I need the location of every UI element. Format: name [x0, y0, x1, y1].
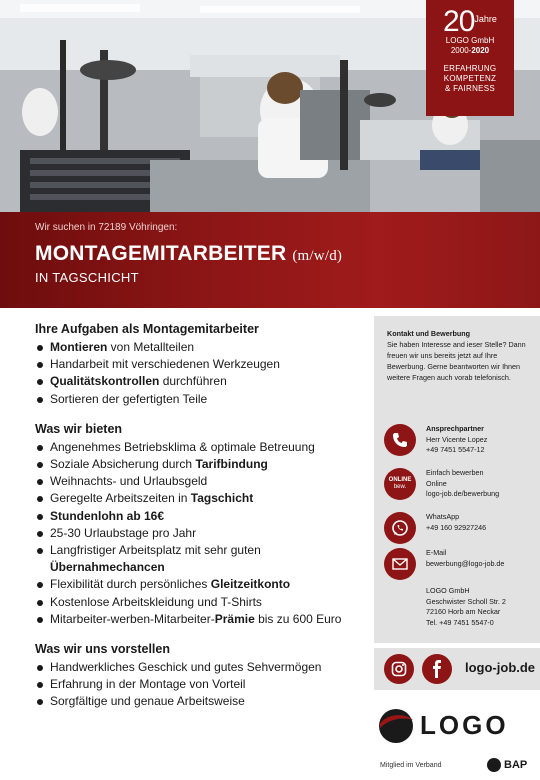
list-item: Sorgfältige und genaue Arbeitsweise	[35, 693, 370, 710]
bullet-list	[35, 659, 370, 711]
anniversary-values: ERFAHRUNG KOMPETENZ & FAIRNESS	[443, 64, 497, 93]
title-band	[0, 212, 540, 308]
online-icon: ONLINE bew.	[384, 468, 416, 500]
section-heading: Ihre Aufgaben als Montagemitarbeiter	[35, 322, 259, 336]
logo-wordmark: LOGO	[420, 710, 509, 740]
section-heading: Was wir bieten	[35, 421, 123, 436]
phone-icon	[384, 424, 416, 456]
section-2	[35, 642, 370, 711]
gender-suffix: (m/w/d)	[292, 248, 343, 264]
contact-whatsapp[interactable]: WhatsApp +49 160 92927246	[384, 512, 534, 544]
location-line: Wir suchen in 72189 Vöhringen:	[35, 222, 178, 233]
mail-icon	[384, 548, 416, 580]
anniversary-jahre: Jahre	[474, 14, 497, 24]
list-item: Weihnachts- und Urlaubsgeld	[35, 473, 370, 490]
list-item: Flexibilität durch persönliches Gleitzeitkonto	[35, 576, 370, 593]
list-item: Kostenlose Arbeitskleidung und T-Shirts	[35, 594, 370, 611]
list-item: 25-30 Urlaubstage pro Jahr	[35, 525, 370, 542]
list-item: Handwerkliches Geschick und gutes Sehvermögen	[35, 659, 370, 676]
section-heading: Was wir uns vorstellen	[35, 642, 170, 657]
list-item: Sortieren der gefertigten Teile	[35, 391, 370, 408]
list-item: Stundenlohn ab 16€	[35, 508, 370, 525]
social-bar	[374, 648, 540, 690]
anniversary-badge	[426, 0, 514, 116]
list-item: Langfristiger Arbeitsplatz mit sehr guten Übernahmechancen	[35, 542, 370, 576]
logo-mark-icon	[376, 706, 416, 746]
anniversary-years: 2000-2020	[450, 46, 490, 55]
contact-intro: Kontakt und Bewerbung Sie haben Interesse and ieser Stelle? Dann freuen wir uns bereits jetzt auf Ihre Bewerbung. Gerne beantworten wir Ihnen weitere Fragen auch vorab telefonisch.	[387, 329, 526, 382]
contact-online[interactable]: ONLINE bew. Einfach bewerben Online logo-job.de/bewerbung	[384, 468, 534, 500]
section-1	[35, 422, 370, 628]
section-0	[35, 322, 370, 408]
hero-photo	[0, 0, 540, 212]
list-item: Mitarbeiter-werben-Mitarbeiter-Prämie bis zu 600 Euro	[35, 611, 370, 628]
contact-phone[interactable]: Ansprechpartner Herr Vicente Lopez +49 7451 5547-12	[384, 424, 534, 456]
bap-logo: BAP	[487, 758, 527, 772]
membership-note: Mitglied im Verband	[380, 762, 442, 769]
anniversary-number: 20	[443, 5, 475, 38]
job-title: MONTAGEMITARBEITER (m/w/d)	[35, 242, 343, 265]
instagram-icon[interactable]	[384, 654, 414, 684]
list-item: Soziale Absicherung durch Tarifbindung	[35, 456, 370, 473]
list-item: Montieren von Metallteilen	[35, 339, 370, 356]
facebook-icon[interactable]	[422, 654, 452, 684]
whatsapp-icon	[384, 512, 416, 544]
bullet-list	[35, 439, 370, 628]
bullet-list	[35, 339, 370, 408]
list-item: Handarbeit mit verschiedenen Werkzeugen	[35, 356, 370, 373]
website-link[interactable]: logo-job.de	[465, 660, 536, 675]
list-item: Geregelte Arbeitszeiten in Tagschicht	[35, 490, 370, 507]
shift-line: IN TAGSCHICHT	[35, 270, 139, 285]
anniversary-company: LOGO GmbH	[445, 36, 495, 45]
contact-email[interactable]: E-Mail bewerbung@logo-job.de	[384, 548, 534, 580]
list-item: Qualitätskontrollen durchführen	[35, 373, 370, 390]
job-description	[35, 322, 370, 725]
list-item: Angenehmes Betriebsklima & optimale Betreuung	[35, 439, 370, 456]
contact-sidebar	[374, 316, 540, 643]
company-logo	[376, 706, 536, 746]
company-address: LOGO GmbH Geschwister Scholl Str. 2 72160 Horb am Neckar Tel. +49 7451 5547-0	[426, 586, 506, 627]
bap-mark-icon	[487, 758, 501, 772]
list-item: Erfahrung in der Montage von Vorteil	[35, 676, 370, 693]
